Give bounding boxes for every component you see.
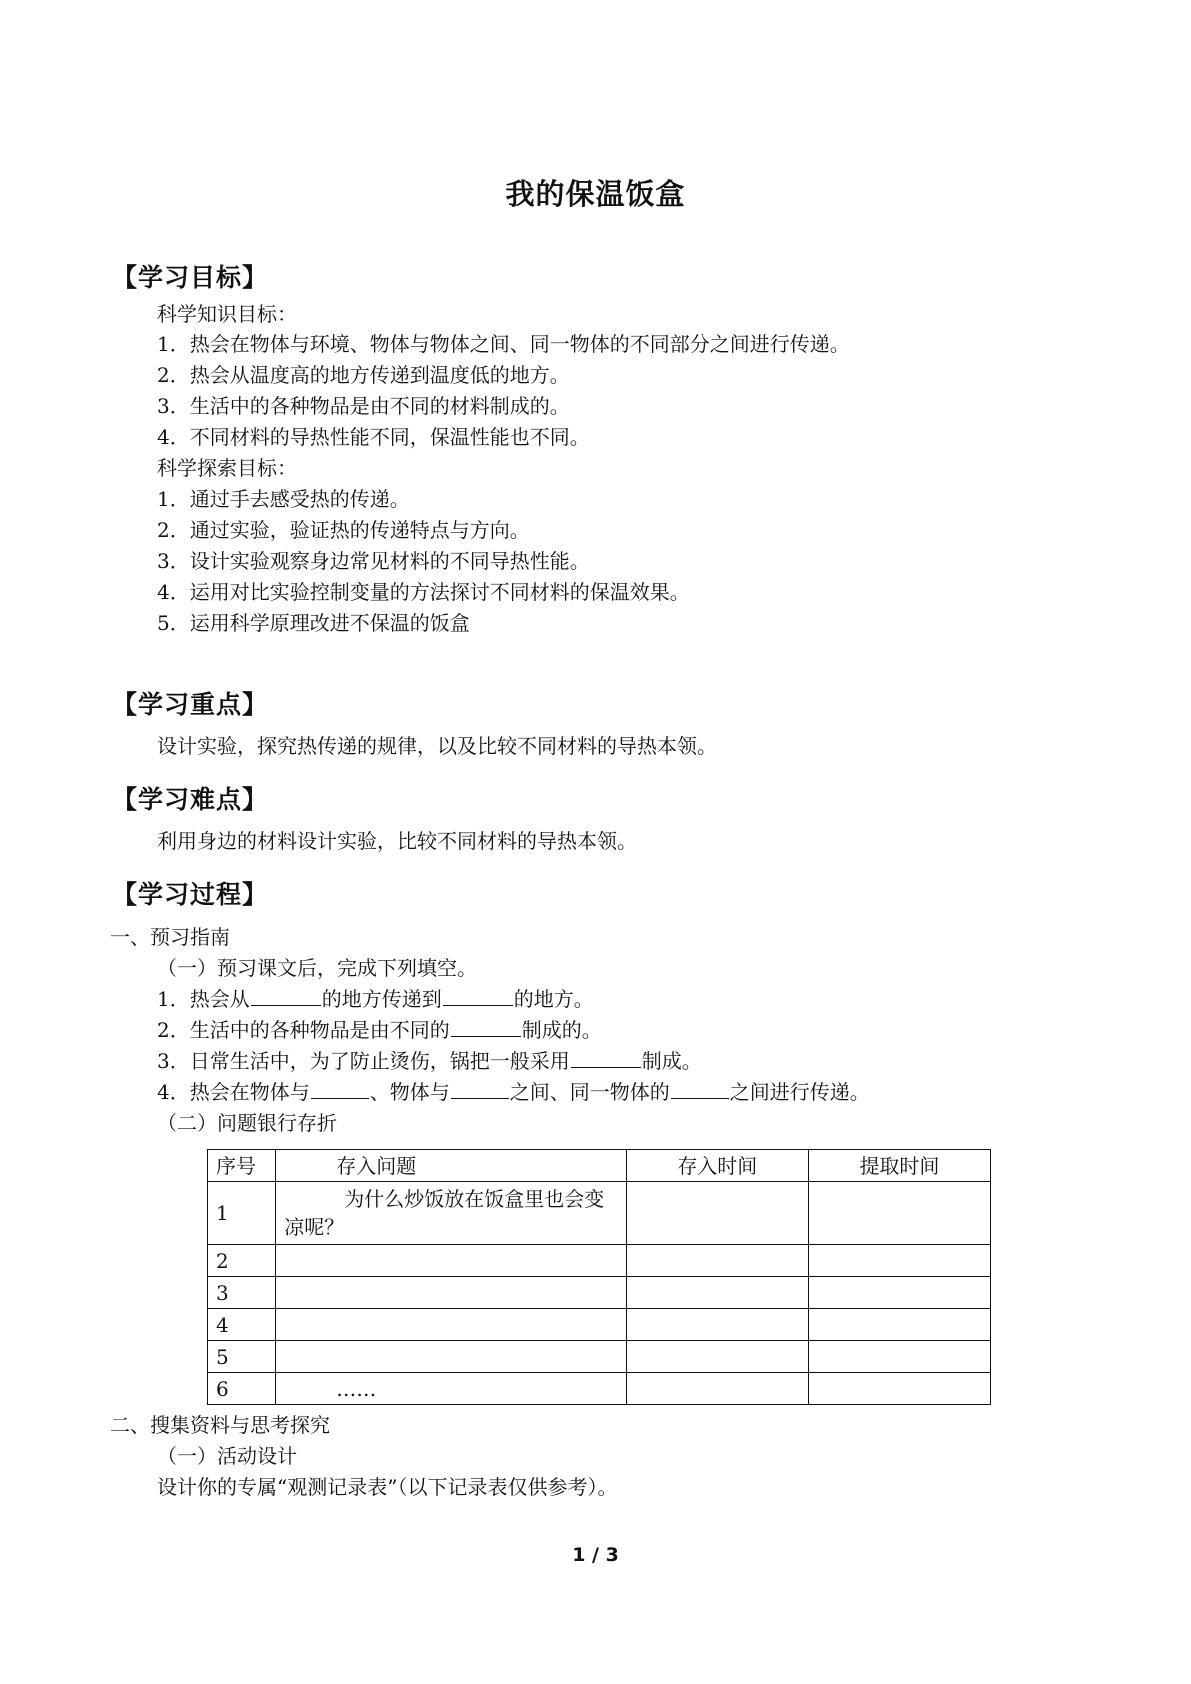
row-withdraw-time[interactable] — [808, 1309, 990, 1341]
row-deposit-time[interactable] — [626, 1341, 808, 1373]
part1-sub2: （二）问题银行存折 — [157, 1111, 337, 1135]
process-heading: 【学习过程】 — [112, 880, 269, 909]
row-number: 3 — [208, 1277, 276, 1309]
row-question[interactable] — [276, 1245, 627, 1277]
row-withdraw-time[interactable] — [808, 1182, 990, 1245]
key-points-text: 设计实验，探究热传递的规律，以及比较不同材料的导热本领。 — [157, 734, 717, 758]
knowledge-goal-item: 3．生活中的各种物品是由不同的材料制成的。 — [157, 394, 570, 418]
part2-sub1: （一）活动设计 — [157, 1444, 297, 1468]
goals-heading: 【学习目标】 — [112, 263, 269, 292]
row-deposit-time[interactable] — [626, 1373, 808, 1405]
answer-blank[interactable] — [451, 1078, 509, 1099]
row-deposit-time[interactable] — [626, 1277, 808, 1309]
fill-item-1: 1．热会从 的地方传递到 的地方。 — [157, 987, 594, 1011]
header-deposit-time: 存入时间 — [626, 1150, 808, 1182]
row-number: 2 — [208, 1245, 276, 1277]
table-row — [208, 1309, 991, 1341]
inquiry-goal-item: 4．运用对比实验控制变量的方法探讨不同材料的保温效果。 — [157, 580, 690, 604]
answer-blank[interactable] — [251, 985, 321, 1006]
knowledge-goal-item: 4．不同材料的导热性能不同，保温性能也不同。 — [157, 425, 590, 449]
row-withdraw-time[interactable] — [808, 1341, 990, 1373]
question-bank-table — [207, 1149, 991, 1405]
row-deposit-time[interactable] — [626, 1245, 808, 1277]
inquiry-goals-label: 科学探索目标： — [157, 456, 297, 480]
table-row — [208, 1373, 991, 1405]
key-points-heading: 【学习重点】 — [112, 690, 269, 719]
knowledge-goals-label: 科学知识目标： — [157, 302, 297, 326]
row-withdraw-time[interactable] — [808, 1277, 990, 1309]
row-question[interactable]: …… — [276, 1373, 627, 1405]
row-question[interactable]: 为什么炒饭放在饭盒里也会变凉呢？ — [276, 1182, 627, 1245]
row-withdraw-time[interactable] — [808, 1373, 990, 1405]
row-deposit-time[interactable] — [626, 1182, 808, 1245]
page-number: 1 / 3 — [572, 1544, 619, 1566]
table-row — [208, 1277, 991, 1309]
answer-blank[interactable] — [311, 1078, 369, 1099]
row-number: 5 — [208, 1341, 276, 1373]
row-number: 4 — [208, 1309, 276, 1341]
row-number: 6 — [208, 1373, 276, 1405]
answer-blank[interactable] — [451, 1016, 521, 1037]
row-question[interactable] — [276, 1341, 627, 1373]
header-question: 存入问题 — [276, 1150, 627, 1182]
row-number: 1 — [208, 1182, 276, 1245]
header-number: 序号 — [208, 1150, 276, 1182]
inquiry-goal-item: 5．运用科学原理改进不保温的饭盒 — [157, 611, 470, 635]
row-deposit-time[interactable] — [626, 1309, 808, 1341]
knowledge-goal-item: 1．热会在物体与环境、物体与物体之间、同一物体的不同部分之间进行传递。 — [157, 332, 850, 356]
difficulties-heading: 【学习难点】 — [112, 785, 269, 814]
inquiry-goal-item: 1．通过手去感受热的传递。 — [157, 487, 410, 511]
answer-blank[interactable] — [443, 985, 513, 1006]
answer-blank[interactable] — [671, 1078, 729, 1099]
fill-item-2: 2．生活中的各种物品是由不同的 制成的。 — [157, 1018, 602, 1042]
fill-item-4: 4．热会在物体与 、物体与 之间、同一物体的 之间进行传递。 — [157, 1080, 870, 1104]
part1-sub1: （一）预习课文后，完成下列填空。 — [157, 956, 477, 980]
document-title: 我的保温饭盒 — [505, 177, 686, 211]
knowledge-goal-item: 2．热会从温度高的地方传递到温度低的地方。 — [157, 363, 570, 387]
header-withdraw-time: 提取时间 — [808, 1150, 990, 1182]
inquiry-goal-item: 2．通过实验，验证热的传递特点与方向。 — [157, 518, 530, 542]
part2-title: 二、搜集资料与思考探究 — [110, 1413, 330, 1437]
row-question[interactable] — [276, 1309, 627, 1341]
part1-title: 一、预习指南 — [110, 925, 230, 949]
table-row — [208, 1341, 991, 1373]
answer-blank[interactable] — [571, 1047, 641, 1068]
table-row — [208, 1245, 991, 1277]
fill-item-3: 3．日常生活中，为了防止烫伤，锅把一般采用 制成。 — [157, 1049, 702, 1073]
table-row — [208, 1182, 991, 1245]
row-question[interactable] — [276, 1277, 627, 1309]
part2-text: 设计你的专属“观测记录表”（以下记录表仅供参考）。 — [157, 1475, 618, 1499]
difficulties-text: 利用身边的材料设计实验，比较不同材料的导热本领。 — [157, 829, 637, 853]
table-header-row — [208, 1150, 991, 1182]
row-withdraw-time[interactable] — [808, 1245, 990, 1277]
inquiry-goal-item: 3．设计实验观察身边常见材料的不同导热性能。 — [157, 549, 590, 573]
